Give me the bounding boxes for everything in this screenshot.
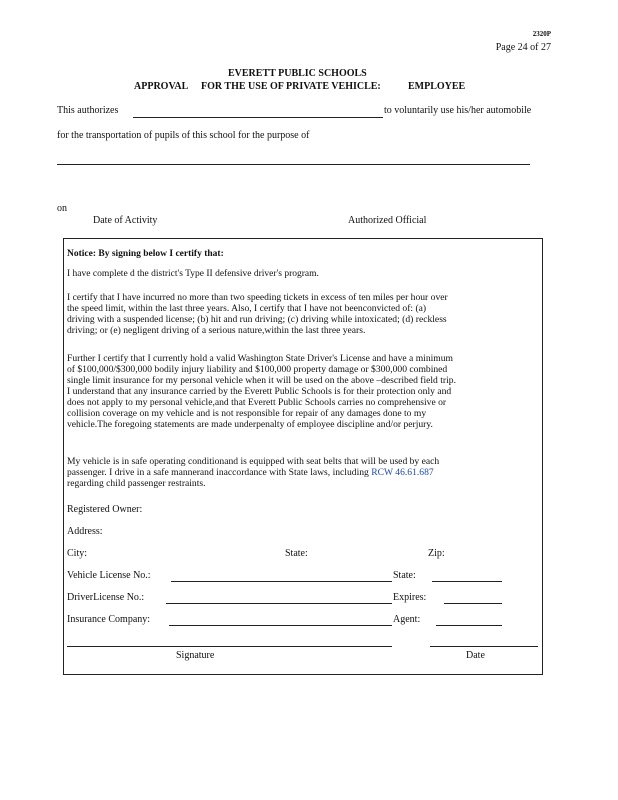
paragraph-line: driving; or (e) negligent driving of a serious nature,within the last three years. [67, 325, 366, 336]
notice-paragraph-4 [67, 456, 529, 489]
paragraph-line: I understand that any insurance carried by the Everett Public Schools is for their protection only and [67, 386, 452, 397]
title-district: EVERETT PUBLIC SCHOOLS [228, 68, 367, 79]
paragraph-line [67, 467, 529, 478]
city-label: City: [67, 548, 88, 559]
paragraph-line: collision coverage on my vehicle and is not responsible for repair of any damages done to my [67, 408, 427, 419]
expires-label: Expires: [393, 592, 427, 603]
date-field[interactable] [430, 646, 538, 647]
signature-label: Signature [176, 650, 215, 661]
vehicle-state-label: State: [393, 570, 416, 581]
paragraph-line: of $100,000/$300,000 bodily injury liability and $100,000 property damage or $300,000 combined [67, 364, 448, 375]
title-approval: APPROVAL [134, 81, 189, 92]
paragraph-line: single limit insurance for my personal vehicle when it will be used on the above –described field trip. [67, 375, 456, 386]
paragraph-line: I certify that I have incurred no more than two speeding tickets in excess of ten miles per hour over [67, 292, 448, 303]
paragraph-line: vehicle.The foregoing statements are made underpenalty of employee discipline and/or perjury. [67, 419, 433, 430]
notice-paragraph-1: I have complete d the district's Type II defensive driver's program. [67, 269, 319, 279]
paragraph-line: regarding child passenger restraints. [67, 478, 206, 489]
expires-field[interactable] [444, 603, 502, 604]
this-authorizes-label: This authorizes [57, 105, 119, 116]
driver-license-label: DriverLicense No.: [67, 592, 145, 603]
address-label: Address: [67, 526, 103, 537]
state-label: State: [285, 548, 308, 559]
insurance-company-label: Insurance Company: [67, 614, 151, 625]
vehicle-license-field[interactable] [171, 581, 392, 582]
vehicle-license-label: Vehicle License No.: [67, 570, 151, 581]
paragraph-line: the speed limit, within the last three years. Also, I certify that I have not beenconvicted of: (a) [67, 303, 427, 314]
date-label: Date [466, 650, 485, 661]
paragraph-line: does not apply to my personal vehicle,and that Everett Public Schools carries no comprehensive or [67, 397, 447, 408]
zip-label: Zip: [428, 548, 445, 559]
employee-name-line[interactable] [133, 117, 383, 118]
transport-purpose-label: for the transportation of pupils of this school for the purpose of [57, 130, 310, 141]
on-label: on [57, 203, 67, 214]
title-for-the-use: FOR THE USE OF PRIVATE VEHICLE: [201, 81, 381, 92]
vehicle-state-field[interactable] [432, 581, 502, 582]
to-voluntarily-label: to voluntarily use his/her automobile [384, 105, 532, 116]
signature-field[interactable] [67, 646, 392, 647]
notice-paragraph-3 [67, 353, 529, 430]
agent-label: Agent: [393, 614, 421, 625]
registered-owner-label: Registered Owner: [67, 504, 143, 515]
insurance-company-field[interactable] [169, 625, 392, 626]
paragraph-line: driving with a suspended license; (b) hit and run driving; (c) driving while intoxicated; (d) reckless [67, 314, 447, 325]
driver-license-field[interactable] [166, 603, 392, 604]
document-code: 2320P [532, 30, 551, 38]
title-employee: EMPLOYEE [408, 81, 466, 92]
paragraph-text: passenger. I drive in a safe mannerand inaccordance with State laws, including [67, 467, 369, 478]
purpose-line[interactable] [57, 164, 530, 165]
notice-paragraph-2 [67, 292, 529, 336]
notice-heading: Notice: By signing below I certify that: [67, 249, 224, 259]
paragraph-line: Further I certify that I currently hold a valid Washington State Driver's License and have a minimum [67, 353, 454, 364]
authorized-official-label: Authorized Official [348, 215, 427, 226]
paragraph-line: My vehicle is in safe operating conditionand is equipped with seat belts that will be used by each [67, 456, 440, 467]
agent-field[interactable] [436, 625, 502, 626]
rcw-link[interactable]: RCW 46.61.687 [371, 467, 434, 478]
date-of-activity-label: Date of Activity [93, 215, 158, 226]
page-number: Page 24 of 27 [495, 42, 551, 53]
